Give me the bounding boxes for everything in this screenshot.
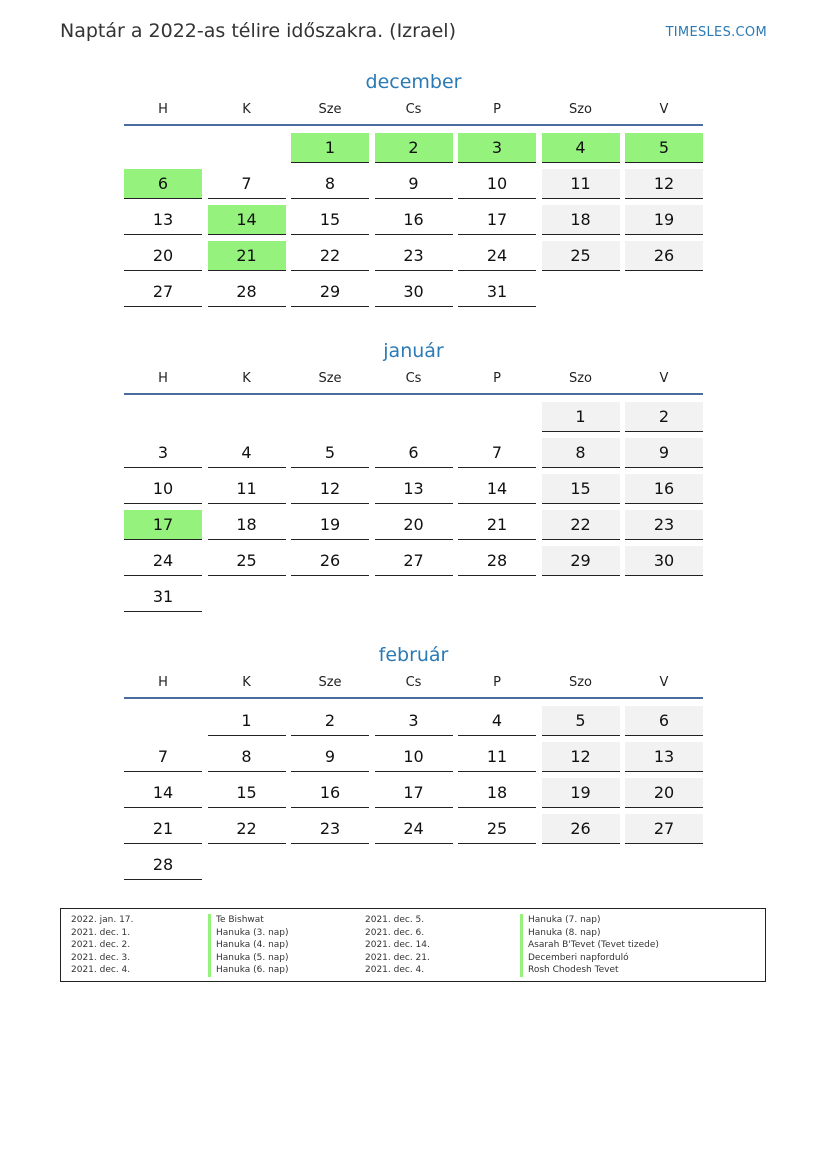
weekday-label: V: [659, 371, 669, 386]
legend-holiday-name: Rosh Chodesh Tevet: [520, 964, 659, 977]
weekday-label: Sze: [318, 371, 342, 386]
header-divider: [124, 393, 703, 395]
page-title: Naptár a 2022-as télire időszakra. (Izrael): [60, 20, 456, 42]
day-cell: 26: [291, 546, 369, 576]
legend-dates-left: [71, 914, 133, 977]
weekday-header: [124, 369, 703, 394]
day-cell: 27: [625, 814, 703, 844]
day-cell: 9: [625, 438, 703, 468]
legend-date: 2021. dec. 4.: [365, 965, 425, 976]
day-cell: 24: [458, 241, 536, 271]
legend-date: 2021. dec. 5.: [365, 915, 425, 925]
weekday-header: [124, 100, 703, 125]
day-cell: 5: [542, 706, 620, 736]
day-cell: 25: [208, 546, 286, 576]
legend-date: 2021. dec. 6.: [365, 927, 425, 938]
legend-dates-right: [365, 914, 430, 977]
legend-date: 2021. dec. 3.: [71, 952, 131, 963]
weekday-label: P: [493, 371, 501, 386]
day-cell: 4: [208, 438, 286, 468]
day-cell: 1: [208, 706, 286, 736]
weekday-label: Szo: [568, 675, 593, 690]
day-cell: 27: [124, 277, 202, 307]
day-cell: 19: [625, 205, 703, 235]
legend-date: 2022. jan. 17.: [71, 915, 134, 925]
weekday-label: V: [659, 675, 669, 690]
month-januar: [124, 337, 703, 606]
day-cell: 13: [375, 474, 453, 504]
month-title: február: [378, 644, 449, 666]
weekday-label: Szo: [568, 102, 593, 117]
brand-link[interactable]: TIMESLES.COM: [665, 25, 767, 40]
month-februar: [124, 641, 703, 874]
day-cell: 23: [625, 510, 703, 540]
weekday-label: Sze: [318, 102, 342, 117]
legend-holiday-name: Te Bishwat: [208, 914, 289, 927]
day-cell: 26: [625, 241, 703, 271]
day-cell: 12: [291, 474, 369, 504]
legend-date: 2021. dec. 14.: [365, 940, 430, 951]
day-cell: 10: [124, 474, 202, 504]
holiday-day-cell: 4: [542, 133, 620, 163]
day-cell: 14: [124, 778, 202, 808]
legend-date: 2021. dec. 2.: [71, 940, 131, 951]
day-cell: 19: [542, 778, 620, 808]
weekday-label: H: [158, 102, 168, 117]
weekday-label: K: [242, 675, 251, 690]
legend-names-right: [520, 914, 659, 977]
day-cell: 8: [542, 438, 620, 468]
day-cell: 6: [375, 438, 453, 468]
legend-holiday-name: Hanuka (5. nap): [208, 952, 289, 965]
day-cell: 20: [625, 778, 703, 808]
legend-holiday-name: Hanuka (3. nap): [208, 927, 289, 940]
day-cell: 3: [124, 438, 202, 468]
day-cell: 10: [458, 169, 536, 199]
holiday-day-cell: 3: [458, 133, 536, 163]
day-cell: 18: [208, 510, 286, 540]
day-cell: 18: [542, 205, 620, 235]
day-cell: 18: [458, 778, 536, 808]
legend-holiday-name: Hanuka (7. nap): [520, 914, 659, 927]
weekday-label: Cs: [405, 675, 422, 690]
day-cell: 14: [458, 474, 536, 504]
weekday-label: K: [242, 102, 251, 117]
day-cell: 11: [458, 742, 536, 772]
day-cell: 22: [542, 510, 620, 540]
day-cell: 23: [375, 241, 453, 271]
day-cell: 31: [124, 582, 202, 612]
month-december: [124, 68, 703, 301]
day-cell: 28: [208, 277, 286, 307]
weekday-label: Cs: [405, 371, 422, 386]
weekday-label: P: [493, 675, 501, 690]
header-divider: [124, 697, 703, 699]
day-cell: 5: [291, 438, 369, 468]
month-title: december: [365, 71, 462, 93]
month-title: január: [383, 340, 444, 362]
day-cell: 23: [291, 814, 369, 844]
day-cell: 16: [291, 778, 369, 808]
day-cell: 12: [542, 742, 620, 772]
day-cell: 8: [208, 742, 286, 772]
holiday-day-cell: 17: [124, 510, 202, 540]
day-cell: 16: [375, 205, 453, 235]
day-cell: 6: [625, 706, 703, 736]
day-cell: 8: [291, 169, 369, 199]
day-cell: 3: [375, 706, 453, 736]
day-cell: 7: [208, 169, 286, 199]
day-cell: 20: [124, 241, 202, 271]
weekday-label: H: [158, 675, 168, 690]
day-cell: 15: [542, 474, 620, 504]
day-cell: 15: [291, 205, 369, 235]
day-cell: 7: [124, 742, 202, 772]
legend-date: 2021. dec. 4.: [71, 965, 131, 976]
day-cell: 1: [542, 402, 620, 432]
day-cell: 2: [291, 706, 369, 736]
day-cell: 22: [291, 241, 369, 271]
day-cell: 29: [291, 277, 369, 307]
day-cell: 21: [124, 814, 202, 844]
weekday-label: Szo: [568, 371, 593, 386]
weekday-label: Sze: [318, 675, 342, 690]
legend-date: 2021. dec. 1.: [71, 927, 131, 938]
day-cell: 26: [542, 814, 620, 844]
day-cell: 29: [542, 546, 620, 576]
weekday-label: V: [659, 102, 669, 117]
day-cell: 12: [625, 169, 703, 199]
day-cell: 31: [458, 277, 536, 307]
legend-holiday-name: Hanuka (6. nap): [208, 964, 289, 977]
weekday-label: Cs: [405, 102, 422, 117]
day-cell: 24: [375, 814, 453, 844]
weekday-label: K: [242, 371, 251, 386]
legend-date: 2021. dec. 21.: [365, 952, 430, 963]
day-cell: 17: [375, 778, 453, 808]
day-cell: 30: [625, 546, 703, 576]
day-cell: 16: [625, 474, 703, 504]
day-cell: 4: [458, 706, 536, 736]
day-cell: 30: [375, 277, 453, 307]
day-cell: 2: [625, 402, 703, 432]
day-cell: 17: [458, 205, 536, 235]
day-cell: 15: [208, 778, 286, 808]
weekday-label: P: [493, 102, 501, 117]
weekday-label: H: [158, 371, 168, 386]
holiday-day-cell: 14: [208, 205, 286, 235]
day-cell: 21: [458, 510, 536, 540]
day-cell: 9: [375, 169, 453, 199]
day-cell: 28: [458, 546, 536, 576]
legend-holiday-name: Decemberi napforduló: [520, 952, 659, 965]
holiday-day-cell: 1: [291, 133, 369, 163]
day-cell: 13: [124, 205, 202, 235]
holiday-day-cell: 2: [375, 133, 453, 163]
holiday-day-cell: 5: [625, 133, 703, 163]
day-cell: 20: [375, 510, 453, 540]
weekday-header: [124, 673, 703, 698]
day-cell: 28: [124, 850, 202, 880]
day-cell: 11: [208, 474, 286, 504]
holiday-legend: [60, 908, 766, 982]
day-cell: 10: [375, 742, 453, 772]
day-cell: 7: [458, 438, 536, 468]
holiday-day-cell: 6: [124, 169, 202, 199]
day-cell: 22: [208, 814, 286, 844]
day-cell: 13: [625, 742, 703, 772]
legend-holiday-name: Hanuka (4. nap): [208, 939, 289, 952]
legend-names-left: [208, 914, 289, 977]
day-cell: 11: [542, 169, 620, 199]
day-cell: 25: [458, 814, 536, 844]
day-cell: 25: [542, 241, 620, 271]
day-cell: 24: [124, 546, 202, 576]
header-divider: [124, 124, 703, 126]
day-cell: 27: [375, 546, 453, 576]
legend-holiday-name: Hanuka (8. nap): [520, 927, 659, 940]
day-cell: 19: [291, 510, 369, 540]
day-cell: 9: [291, 742, 369, 772]
legend-holiday-name: Asarah B'Tevet (Tevet tizede): [520, 939, 659, 952]
holiday-day-cell: 21: [208, 241, 286, 271]
